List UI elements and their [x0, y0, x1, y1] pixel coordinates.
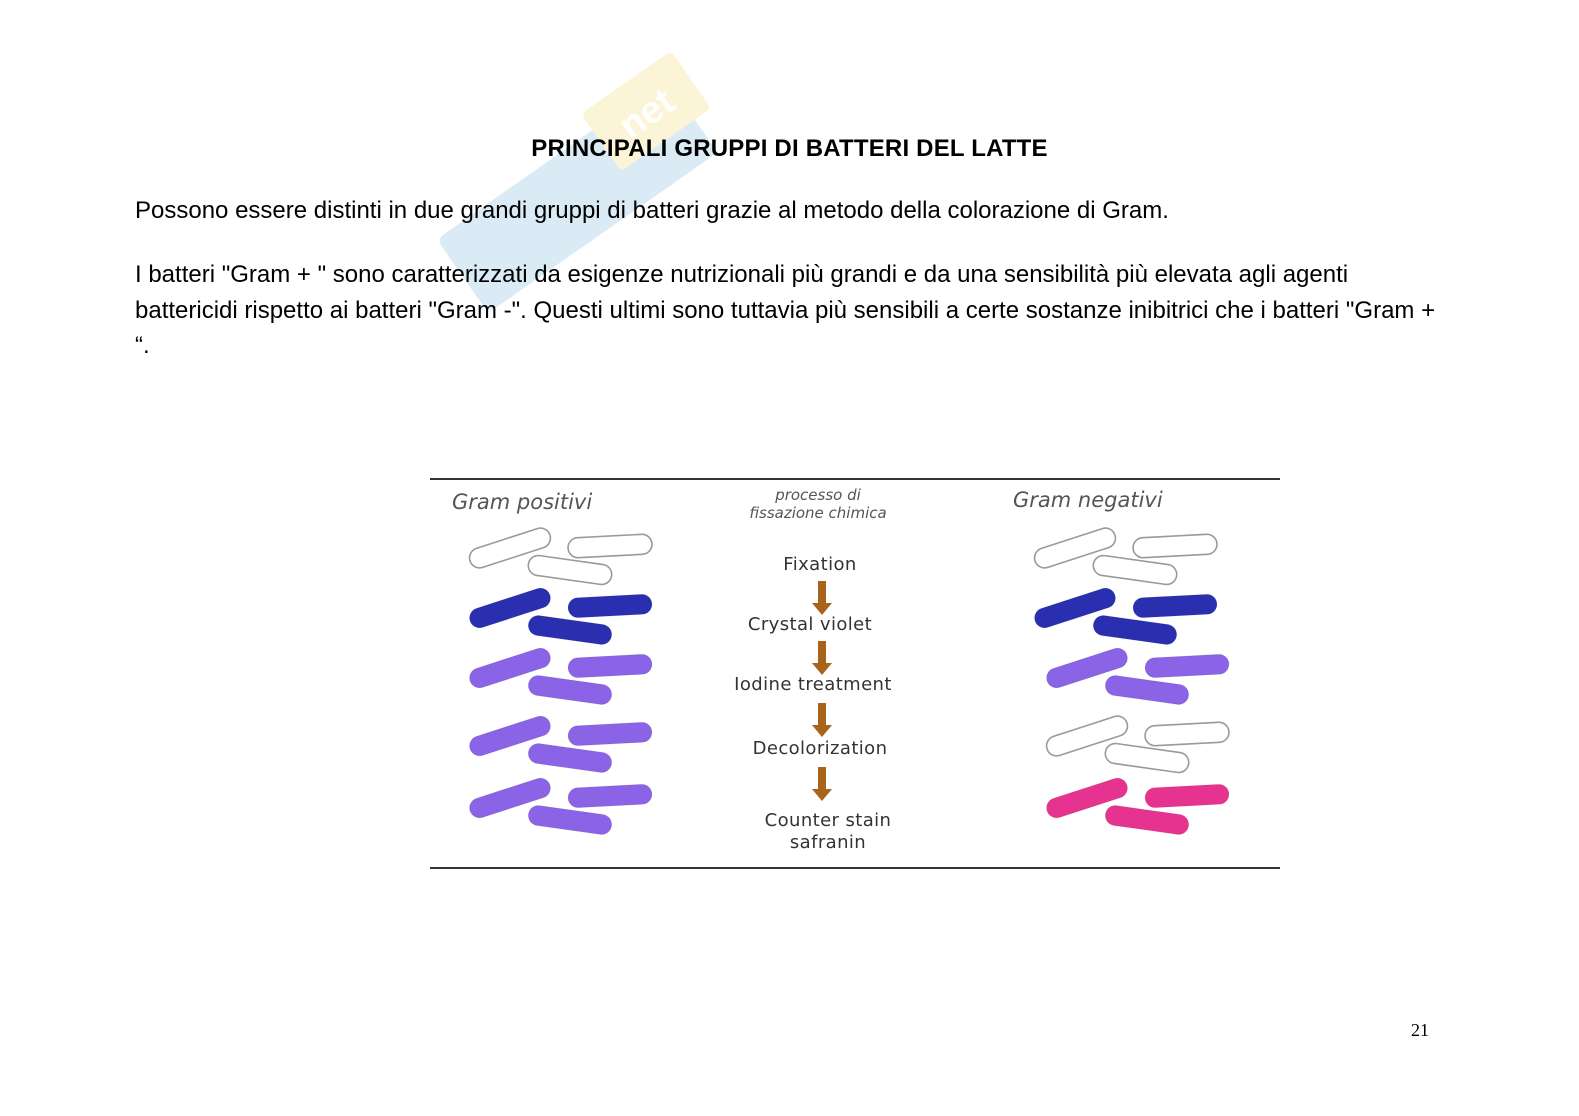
gram-negative-cell — [1092, 554, 1178, 585]
gram-negative-cell — [1104, 742, 1190, 773]
gram-positive-cell — [568, 784, 653, 808]
gram-positive-cell — [527, 614, 613, 645]
down-arrow-icon — [812, 641, 832, 675]
gram-negative-cell — [1145, 654, 1230, 678]
gram-negative-title: Gram negativi — [1013, 488, 1163, 512]
gram-positive-cell — [527, 804, 613, 835]
down-arrow-icon — [812, 767, 832, 801]
down-arrow-icon — [812, 703, 832, 737]
step-iodine-treatment: Iodine treatment — [734, 674, 892, 695]
gram-stain-figure — [430, 478, 1280, 871]
gram-positive-cell — [568, 654, 653, 678]
watermark-text: .net — [602, 80, 683, 154]
gram-negative-cell — [1145, 784, 1230, 808]
gram-positive-cell — [568, 534, 653, 558]
paragraph-intro: Possono essere distinti in due grandi gruppi di batteri grazie al metodo della colorazione di Gram. — [135, 197, 1169, 224]
process-label: processo di fissazione chimica — [749, 486, 887, 522]
gram-positive-cell — [568, 722, 653, 746]
step-fixation: Fixation — [783, 554, 857, 575]
step-decolorization: Decolorization — [752, 738, 888, 759]
page-title: PRINCIPALI GRUPPI DI BATTERI DEL LATTE — [531, 135, 1048, 162]
gram-negative-cell — [1092, 614, 1178, 645]
gram-negative-cell — [1104, 804, 1190, 835]
gram-negative-cell — [1145, 722, 1230, 746]
gram-negative-cell — [1104, 674, 1190, 705]
gram-negative-cell — [1133, 594, 1218, 618]
gram-negative-cell — [1133, 534, 1218, 558]
gram-positive-cell — [568, 594, 653, 618]
gram-positive-title: Gram positivi — [452, 490, 593, 514]
gram-positive-cell — [527, 554, 613, 585]
down-arrow-icon — [812, 581, 832, 615]
page-number: 21 — [1411, 1020, 1429, 1040]
step-crystal-violet: Crystal violet — [747, 614, 873, 635]
step-counter-stain: Counter stain safranin — [764, 810, 892, 853]
gram-positive-cell — [527, 674, 613, 705]
paragraph-gram-comparison: I batteri "Gram + " sono caratterizzati da esigenze nutrizionali più grandi e da una sensibilità più elevata agli agenti battericidi rispetto ai batteri "Gram -". Questi ultimi sono tuttavia più sensibili a certe sostanze inibitrici che i batteri "Gram + “. — [135, 261, 1436, 359]
gram-positive-cell — [527, 742, 613, 773]
